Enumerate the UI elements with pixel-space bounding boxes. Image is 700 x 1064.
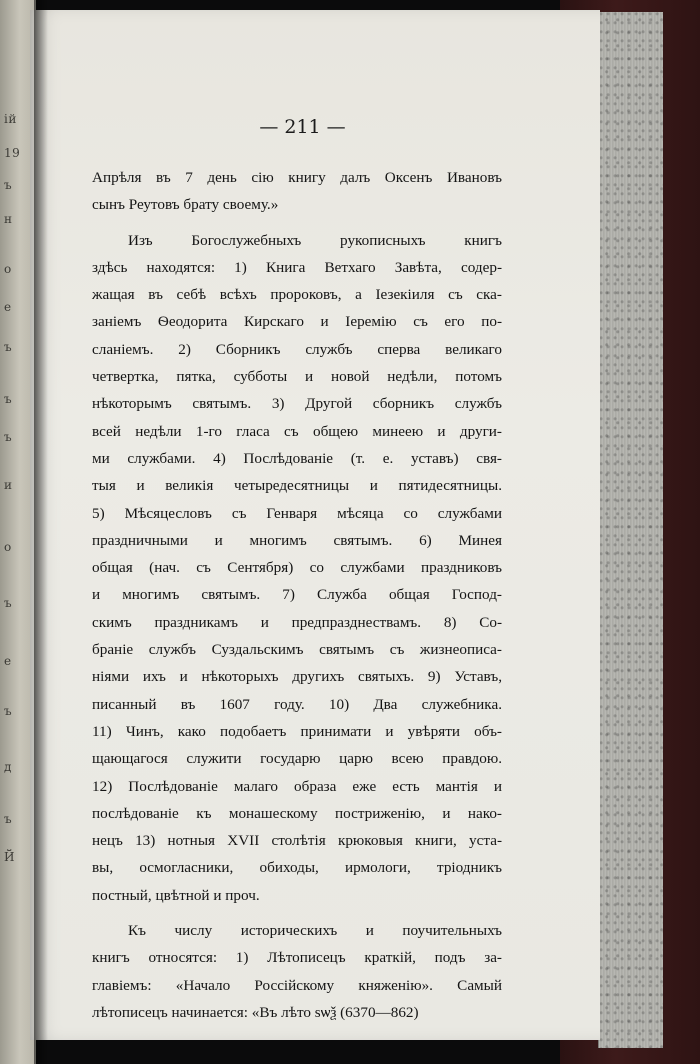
text-line: вы, осмогласники, обиходы, ирмологи, тріодникъ: [92, 859, 502, 877]
text-line: 11) Чинъ, како подобаетъ принимати и увѣряти объ-: [92, 722, 502, 740]
text-line: четвертка, пятка, субботы и новой недѣли, потомъ: [92, 368, 502, 386]
left-page-fragment: е: [4, 654, 12, 668]
left-page-fragment: Й: [4, 850, 15, 864]
text-line: и многимъ святымъ. 7) Служба общая Господ-: [92, 586, 502, 604]
paragraph-gap: [92, 909, 502, 917]
text-line: 12) Послѣдованіе малаго образа еже есть мантія и: [92, 777, 502, 795]
text-line: щающагося служити государю царю всею правдою.: [92, 750, 502, 768]
text-line: нецъ 13) нотныя XVII столѣтія крюковыя книги, уста-: [92, 832, 502, 850]
left-page-fragment: ъ: [4, 596, 13, 610]
text-line: постный, цвѣтной и проч.: [92, 886, 260, 904]
text-line: ми службами. 4) Послѣдованіе (т. е. уставъ) свя-: [92, 449, 502, 467]
text-line: писанный въ 1607 году. 10) Два служебника.: [92, 695, 502, 713]
text-line: всей недѣли 1-го гласа съ общею минеею и други-: [92, 422, 502, 440]
text-line: заніемъ Ѳеодорита Кирскаго и Іеремію съ его по-: [92, 313, 502, 331]
left-page-fragment: и: [4, 478, 13, 492]
text-line: тыя и великія четыредесятницы и пятидесятницы.: [92, 477, 502, 495]
text-line: главіемъ: «Начало Россійскому княженію». Самый: [92, 976, 502, 994]
paragraph-gap: [92, 219, 502, 227]
left-page-fragment: ій: [4, 112, 17, 126]
left-page-fragment: ъ: [4, 392, 13, 406]
text-line: Къ числу историческихъ и поучительныхъ: [128, 922, 502, 940]
left-page-fragment: ъ: [4, 704, 13, 718]
left-page-fragment: ъ: [4, 430, 13, 444]
left-page-fragment: д: [4, 760, 12, 774]
text-line: жащая въ себѣ всѣхъ пророковъ, а Іезекіиля съ ска-: [92, 286, 502, 304]
gutter-shadow: [34, 0, 48, 1064]
left-page-fragment: ъ: [4, 178, 13, 192]
text-line: сынъ Реутовъ брату своему.»: [92, 196, 279, 214]
left-page-fragment: ъ: [4, 340, 13, 354]
text-line: праздничными и многимъ святымъ. 6) Минея: [92, 531, 502, 549]
text-line: Апрѣля въ 7 день сію книгу далъ Оксенъ Ивановъ: [92, 169, 502, 186]
left-page-fragment: о: [4, 540, 12, 554]
text-line: Изъ Богослужебныхъ рукописныхъ книгъ: [128, 231, 502, 249]
text-line: послѣдованіе къ монашескому постриженію, и нако-: [92, 804, 502, 822]
text-line: браніе службъ Суздальскимъ святымъ съ жизнеописа-: [92, 641, 502, 659]
text-line: нѣкоторымъ святымъ. 3) Другой сборникъ службъ: [92, 395, 502, 413]
page-text: [92, 164, 502, 1026]
text-line: книгъ относятся: 1) Лѣтописецъ краткій, подъ за-: [92, 949, 502, 967]
page-block-edge: [598, 12, 663, 1048]
text-line: скимъ праздникамъ и предпразднествамъ. 8) Со-: [92, 613, 502, 631]
left-page-fragment: 19: [4, 146, 21, 160]
text-line: общая (нач. съ Сентября) со службами праздниковъ: [92, 559, 502, 577]
text-line: ніями ихъ и нѣкоторыхъ другихъ святыхъ. 9) Уставъ,: [92, 668, 502, 686]
left-page-fragment: ъ: [4, 812, 13, 826]
text-line: здѣсь находятся: 1) Книга Ветхаго Завѣта, содер-: [92, 258, 502, 276]
text-line: сланіемъ. 2) Сборникъ службъ сперва великаго: [92, 340, 502, 358]
book-page: [30, 10, 600, 1040]
page-number: — 211 —: [259, 116, 346, 138]
text-line: лѣтописецъ начинается: «Въ лѣто ѕѡѯ (6370—862): [92, 1003, 419, 1021]
text-line: 5) Мѣсяцесловъ съ Генваря мѣсяца со службами: [92, 504, 502, 522]
left-page-fragment: о: [4, 262, 12, 276]
left-page-fragment: е: [4, 300, 12, 314]
left-page-fragment: н: [4, 212, 13, 226]
